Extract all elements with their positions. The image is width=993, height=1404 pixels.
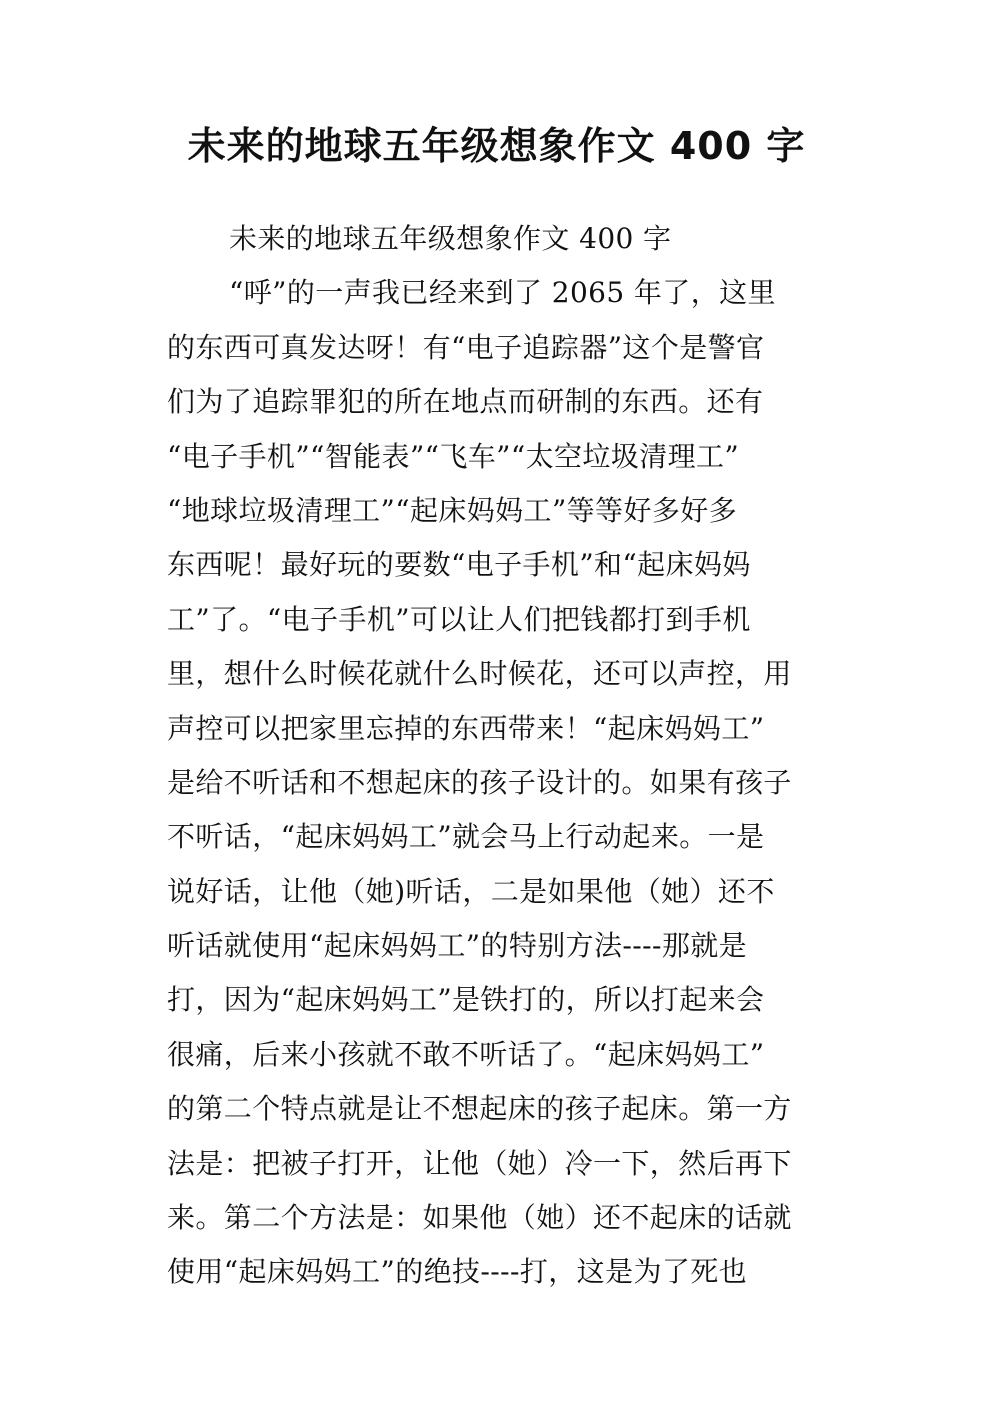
paragraph-line: 们为了追踪罪犯的所在地点而研制的东西。还有 — [167, 385, 764, 419]
paragraph-line: “地球垃圾清理工”“起床妈妈工”等等好多好多 — [167, 493, 738, 527]
paragraph-line: 来。第二个方法是：如果他（她）还不起床的话就 — [167, 1201, 792, 1235]
paragraph-line: 很痛，后来小孩就不敢不听话了。“起床妈妈工” — [167, 1037, 765, 1071]
document-title: 未来的地球五年级想象作文 400 字 — [187, 124, 806, 168]
paragraph-line: 打，因为“起床妈妈工”是铁打的，所以打起来会 — [167, 983, 765, 1017]
paragraph-line: 东西呢！最好玩的要数“电子手机”和“起床妈妈 — [167, 548, 751, 582]
paragraph-line: 工”了。“电子手机”可以让人们把钱都打到手机 — [167, 602, 751, 636]
paragraph-line: “呼”的一声我已经来到了 2065 年了，这里 — [229, 276, 776, 310]
paragraph-line: 听话就使用“起床妈妈工”的特别方法----那就是 — [167, 929, 748, 963]
paragraph-line: 里，想什么时候花就什么时候花，还可以声控，用 — [167, 657, 792, 691]
paragraph-line: 使用“起床妈妈工”的绝技----打，这是为了死也 — [167, 1255, 748, 1289]
essay-body — [167, 212, 831, 1300]
paragraph-line: 法是：把被子打开，让他（她）冷一下，然后再下 — [167, 1146, 792, 1180]
paragraph-line: 的第二个特点就是让不想起床的孩子起床。第一方 — [167, 1092, 792, 1126]
paragraph-line: 不听话，“起床妈妈工”就会马上行动起来。一是 — [167, 820, 765, 854]
paragraph-line: 是给不听话和不想起床的孩子设计的。如果有孩子 — [167, 765, 792, 799]
paragraph-line: “电子手机”“智能表”“飞车”“太空垃圾清理工” — [167, 439, 740, 473]
essay-subtitle: 未来的地球五年级想象作文 400 字 — [229, 222, 672, 255]
paragraph-line: 说好话，让他（她)听话，二是如果他（她）还不 — [167, 874, 775, 908]
paragraph-line: 声控可以把家里忘掉的东西带来！“起床妈妈工” — [167, 711, 765, 745]
paragraph-line: 的东西可真发达呀！有“电子追踪器”这个是警官 — [167, 330, 765, 364]
